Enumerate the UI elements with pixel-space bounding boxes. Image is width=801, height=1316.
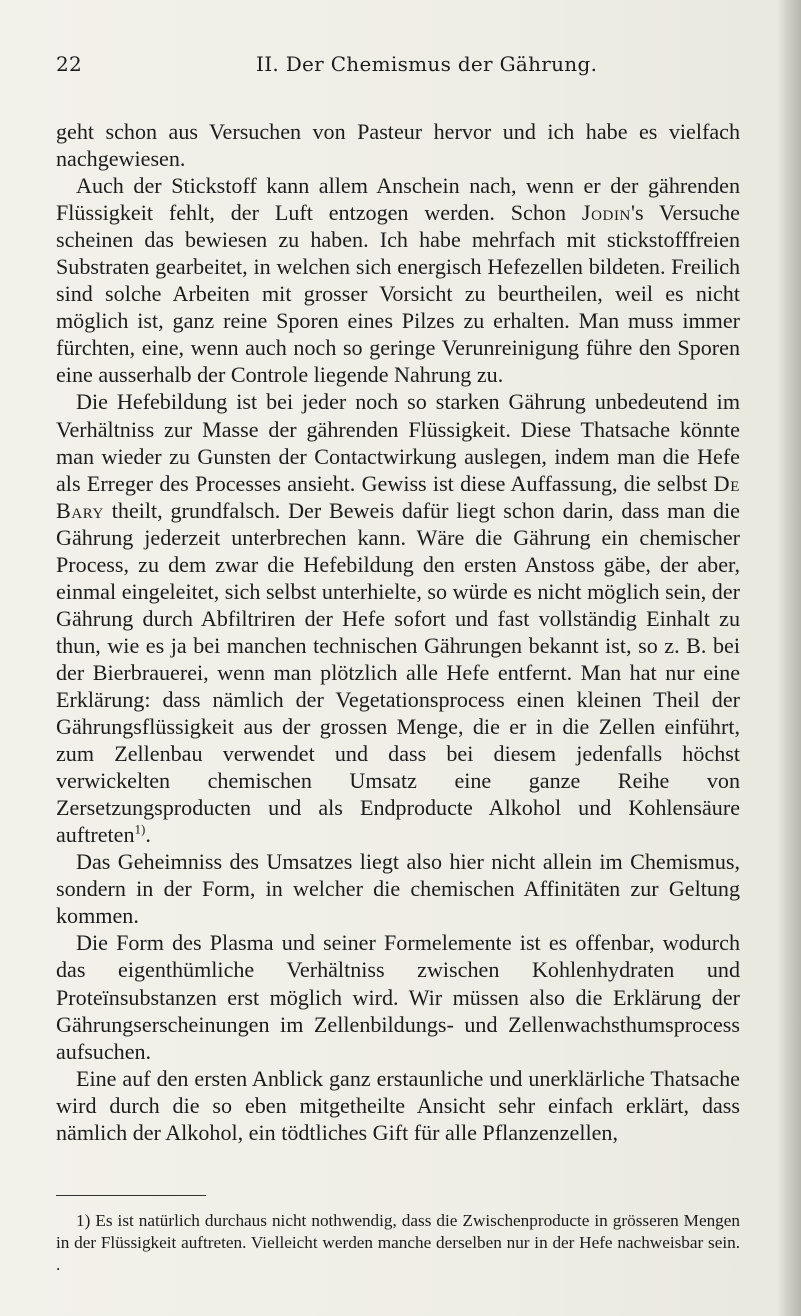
- footnote: [56, 1210, 740, 1276]
- paragraph-text: 's Versuche scheinen das bewiesen zu haben. Ich habe mehrfach mit stickstofffreien Substraten gearbeitet, in welchen sich energisch Hefezellen bildeten. Freilich sind solche Arbeiten mit grosser Vorsicht zu beurtheilen, weil es nicht möglich ist, ganz reine Sporen eines Pilzes zu erhalten. Man muss immer fürchten, eine, wenn auch noch so geringe Verunreinigung führe den Sporen eine ausserhalb der Controle liegende Nahrung zu.: [56, 200, 740, 388]
- page-binding-edge: [777, 0, 801, 1316]
- paragraph: [56, 929, 740, 1064]
- paragraph-text: Auch der Stickstoff kann allem Anschein nach, wenn er der gährenden Flüssigkeit fehlt, der Luft entzogen werden. Schon: [56, 173, 740, 226]
- running-header: [56, 48, 742, 80]
- footnote-text: 1) Es ist natürlich durchaus nicht nothwendig, dass die Zwischenproducte in grösseren Mengen in der Flüssigkeit auftreten. Vielleicht werden manche derselben nur in der Hefe nachweisbar sein. .: [56, 1211, 740, 1274]
- paragraph-text: Das Geheimniss des Umsatzes liegt also hier nicht allein im Chemismus, sondern in der Form, in welcher die chemischen Affinitäten zur Geltung kommen.: [56, 849, 740, 929]
- paragraph-text: Eine auf den ersten Anblick ganz erstaunliche und unerklärliche Thatsache wird durch die so eben mitgetheilte Ansicht sehr einfach erklärt, dass nämlich der Alkohol, ein tödtliches Gift für alle Pflanzenzellen,: [56, 1065, 740, 1145]
- footnote-divider: [56, 1195, 206, 1196]
- paragraph: [56, 118, 740, 172]
- paragraph: [56, 1065, 740, 1146]
- paragraph-text: Die Form des Plasma und seiner Formelemente ist es offenbar, wodurch das eigenthümliche Verhältniss zwischen Kohlenhydraten und Proteïnsubstanzen erst möglich wird. Wir müssen also die Erklärung der Gährungserscheinungen im Zellenbildungs- und Zellenwachsthumsprocess aufsuchen.: [56, 930, 740, 1064]
- author-name: Jodin: [581, 200, 631, 226]
- footnote-reference[interactable]: 1): [134, 821, 146, 837]
- main-text: [56, 118, 740, 1146]
- author-name: De Bary: [56, 470, 740, 523]
- page-number: 22: [56, 52, 83, 76]
- paragraph: [56, 848, 740, 929]
- paragraph-text: geht schon aus Versuchen von Pasteur hervor und ich habe es vielfach nachgewiesen.: [56, 119, 740, 172]
- paragraph-text: Die Hefebildung ist bei jeder noch so starken Gährung unbedeutend im Verhältniss zur Masse der gährenden Flüssigkeit. Diese Thatsache könnte man wieder zu Gunsten der Contactwirkung auslegen, indem man die Hefe als Erreger des Processes ansieht. Gewiss ist diese Auffassung, die selbst: [56, 389, 740, 496]
- paragraph-text: .: [145, 822, 151, 848]
- running-title: II. Der Chemismus der Gährung.: [256, 52, 598, 76]
- paragraph: [56, 172, 740, 388]
- paragraph-text: theilt, grundfalsch. Der Beweis dafür liegt schon darin, dass man die Gährung jederzeit unterbrechen kann. Wäre die Gährung ein chemischer Process, zu dem zwar die Hefebildung den ersten Anstoss gäbe, der aber, einmal eingeleitet, sich selbst unterhielte, so würde es nicht möglich sein, der Gährung durch Abfiltriren der Hefe sofort und fast vollständig Einhalt zu thun, wie es ja bei manchen technischen Gährungen bekannt ist, so z. B. bei der Bierbrauerei, wenn man plötzlich alle Hefe entfernt. Man hat nur eine Erklärung: dass nämlich der Vegetationsprocess einen kleinen Theil der Gährungsflüssigkeit aus der grossen Menge, die er in die Zellen einführt, zum Zellenbau verwendet und dass bei diesem jedenfalls höchst verwickelten chemischen Umsatz eine ganze Reihe von Zersetzungsproducten und als Endproducte Alkohol und Kohlensäure auftreten: [56, 497, 740, 848]
- paragraph: [56, 388, 740, 848]
